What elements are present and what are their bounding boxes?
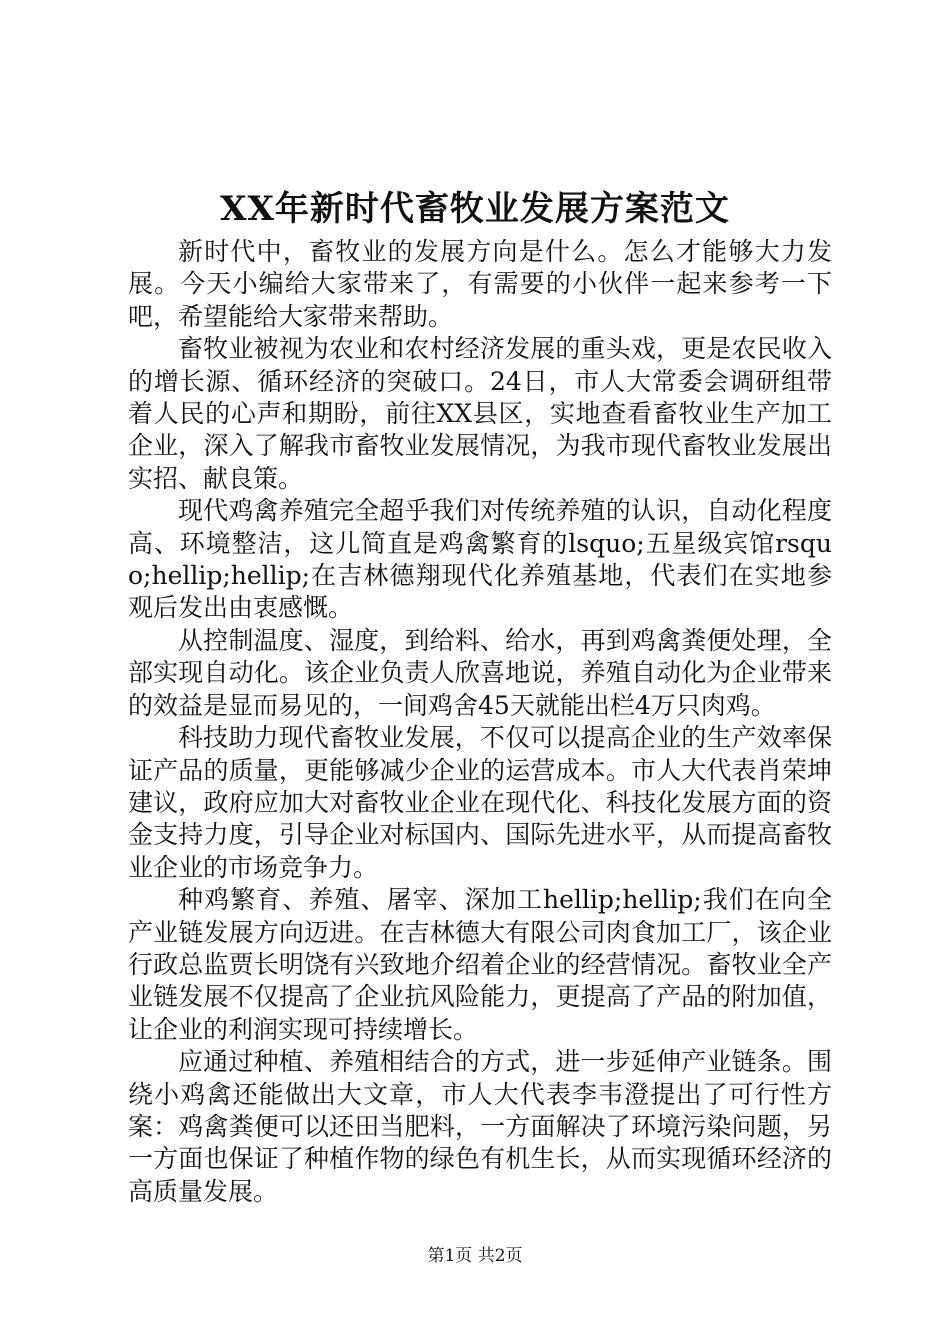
body-paragraph-4: 从控制温度、湿度，到给料、给水，再到鸡禽粪便处理，全部实现自动化。该企业负责人欣喜地说，养殖自动化为企业带来的效益是显而易见的，一间鸡舍45天就能出栏4万只肉鸡。 <box>128 625 832 720</box>
document-body <box>128 236 832 1208</box>
body-paragraph-6: 种鸡繁育、养殖、屠宰、深加工hellip;hellip;我们在向全产业链发展方向迈进。在吉林德大有限公司肉食加工厂，该企业行政总监贾长明饶有兴致地介绍着企业的经营情况。畜牧业全产业链发展不仅提高了企业抗风险能力，更提高了产品的附加值，让企业的利润实现可持续增长。 <box>128 885 832 1044</box>
page-number-footer: 第1页 共2页 <box>427 1246 523 1266</box>
page-title: XX年新时代畜牧业发展方案范文 <box>220 189 730 229</box>
body-paragraph-7: 应通过种植、养殖相结合的方式，进一步延伸产业链条。围绕小鸡禽还能做出大文章，市人大代表李韦澄提出了可行性方案：鸡禽粪便可以还田当肥料，一方面解决了环境污染问题，另一方面也保证了种植作物的绿色有机生长，从而实现循环经济的高质量发展。 <box>128 1047 832 1206</box>
body-paragraph-5: 科技助力现代畜牧业发展，不仅可以提高企业的生产效率保证产品的质量，更能够减少企业的运营成本。市人大代表肖荣坤建议，政府应加大对畜牧业企业在现代化、科技化发展方面的资金支持力度，引导企业对标国内、国际先进水平，从而提高畜牧业企业的市场竞争力。 <box>128 723 832 882</box>
body-paragraph-2: 畜牧业被视为农业和农村经济发展的重头戏，更是农民收入的增长源、循环经济的突破口。24日，市人大常委会调研组带着人民的心声和期盼，前往XX县区，实地查看畜牧业生产加工企业，深入了解我市畜牧业发展情况，为我市现代畜牧业发展出实招、献良策。 <box>128 334 832 493</box>
body-paragraph-1: 新时代中，畜牧业的发展方向是什么。怎么才能够大力发展。今天小编给大家带来了，有需要的小伙伴一起来参考一下吧，希望能给大家带来帮助。 <box>128 237 832 331</box>
body-paragraph-3: 现代鸡禽养殖完全超乎我们对传统养殖的认识，自动化程度高、环境整洁，这儿简直是鸡禽繁育的lsquo;五星级宾馆rsquo;hellip;hellip;在吉林德翔现代化养殖基地，代表们在实地参观后发出由衷感慨。 <box>128 496 832 623</box>
